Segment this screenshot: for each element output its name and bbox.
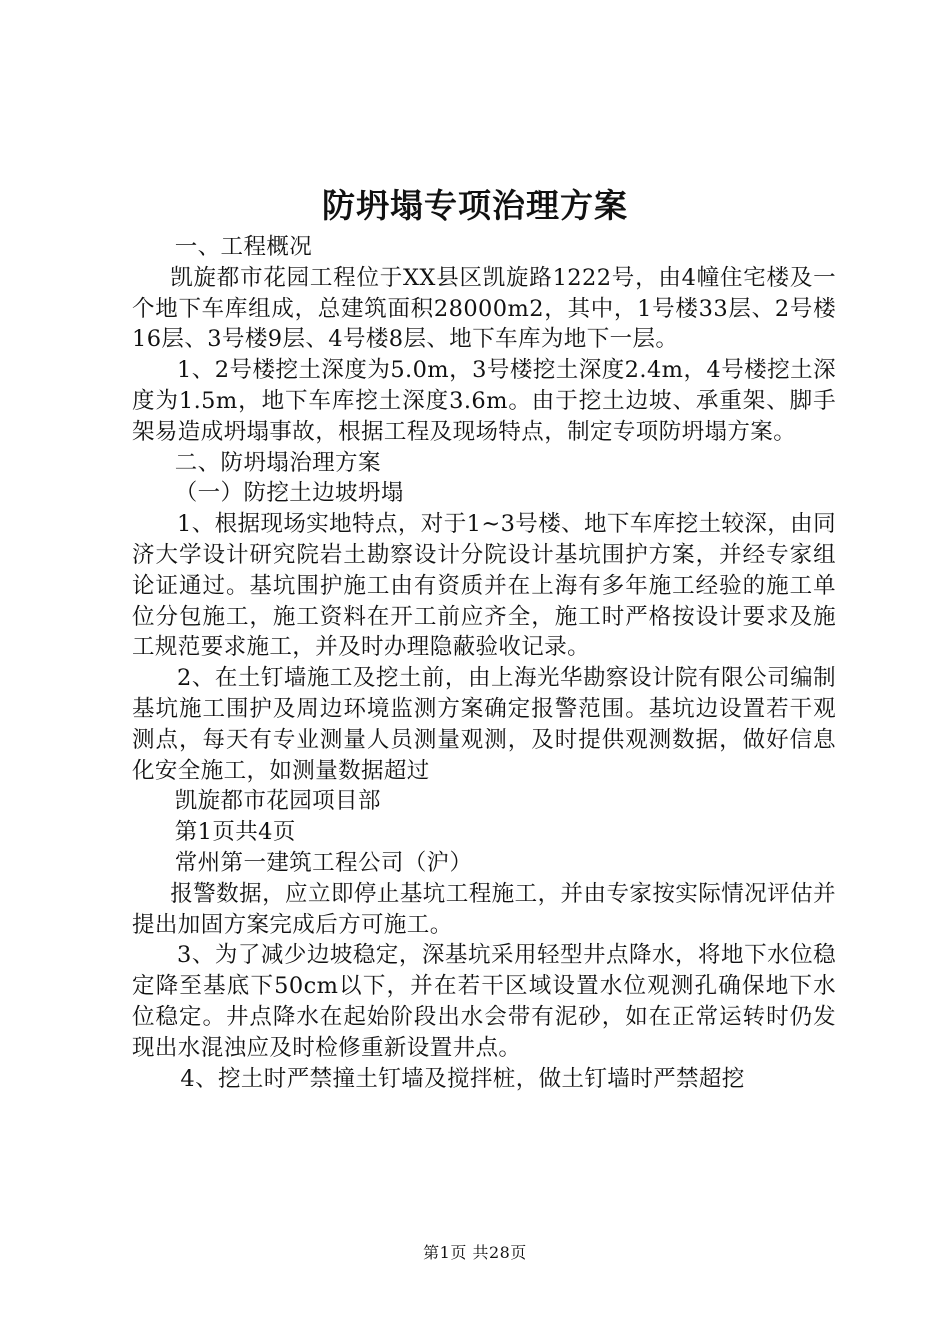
paragraph-item-2: 2、在土钉墙施工及挖土前，由上海光华勘察设计院有限公司编制基坑施工围护及周边环境监测方案确定报警范围。基坑边设置若干观测点，每天有专业测量人员测量观测，及时提供观测数据，做好信息化安全施工，如测量数据超过 <box>132 665 836 784</box>
subsection-heading-slope: （一）防挖土边坡坍塌 <box>174 480 404 507</box>
document-title: 防坍塌专项治理方案 <box>322 186 628 225</box>
page-footer: 第1页 共28页 <box>423 1243 527 1262</box>
company-name-line: 常州第一建筑工程公司（沪） <box>174 849 473 876</box>
paragraph-project-overview: 凯旋都市花园工程位于XX县区凯旋路1222号，由4幢住宅楼及一个地下车库组成，总建筑面积28000m2，其中，1号楼33层、2号楼16层、3号楼9层、4号楼8层、地下车库为地下一层。 <box>132 264 836 353</box>
paragraph-alarm-data: 报警数据，应立即停止基坑工程施工，并由专家按实际情况评估并提出加固方案完成后方可施工。 <box>132 880 836 938</box>
page-count-line: 第1页共4页 <box>174 819 296 846</box>
section-heading-overview: 一、工程概况 <box>174 234 313 260</box>
document-body <box>132 232 836 1094</box>
section-heading-plan: 二、防坍塌治理方案 <box>174 449 381 476</box>
paragraph-item-4: 4、挖土时严禁撞土钉墙及搅拌桩，做土钉墙时严禁超挖 <box>180 1065 745 1092</box>
paragraph-excavation-depth: 1、2号楼挖土深度为5.0m，3号楼挖土深度2.4m，4号楼挖土深度为1.5m，地下车库挖土深度3.6m。由于挖土边坡、承重架、脚手架易造成坍塌事故，根据工程及现场特点，制定专项防坍塌方案。 <box>132 357 836 445</box>
paragraph-item-1: 1、根据现场实地特点，对于1~3号楼、地下车库挖土较深，由同济大学设计研究院岩土勘察设计分院设计基坑围护方案，并经专家组论证通过。基坑围护施工由有资质并在上海有多年施工经验的施工单位分包施工，施工资料在开工前应齐全，施工时严格按设计要求及施工规范要求施工，并及时办理隐蔽验收记录。 <box>132 511 836 661</box>
project-department-line: 凯旋都市花园项目部 <box>174 788 381 815</box>
paragraph-item-3: 3、为了减少边坡稳定，深基坑采用轻型井点降水，将地下水位稳定降至基底下50cm以下，并在若干区域设置水位观测孔确保地下水位稳定。井点降水在起始阶段出水会带有泥砂，如在正常运转时仍发现出水混浊应及时检修重新设置井点。 <box>132 942 836 1061</box>
